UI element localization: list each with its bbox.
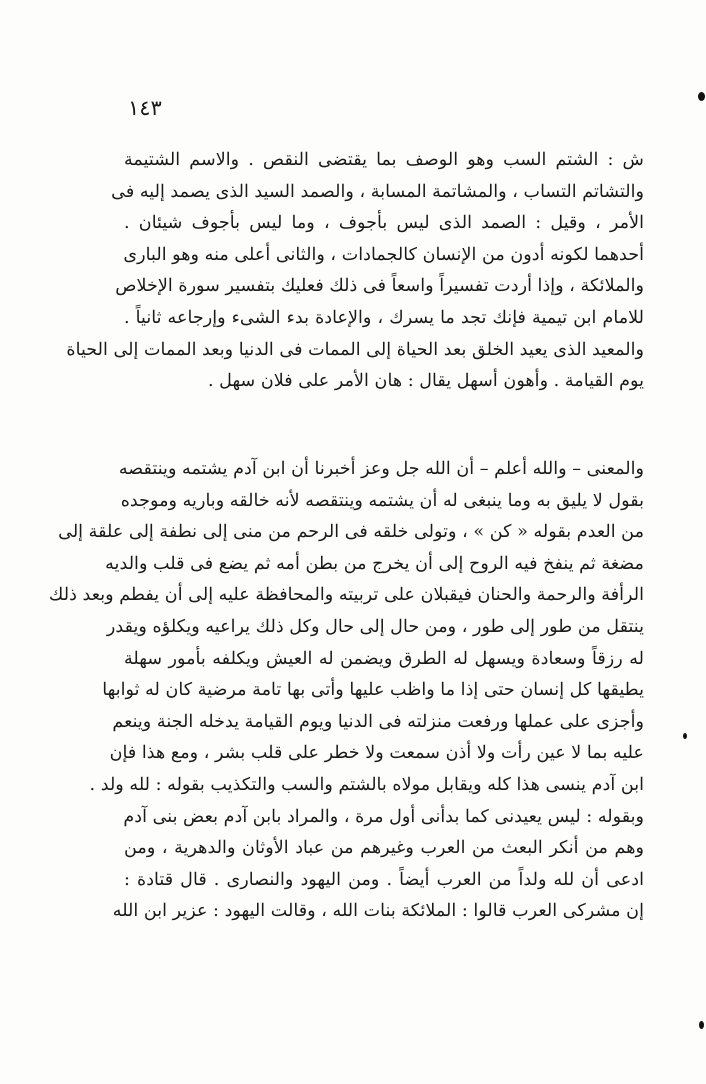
text-line: وبقوله : ليس يعيدنى كما بدأنى أول مرة ، والمراد بابن آدم بعض بنى آدم bbox=[123, 806, 644, 827]
text-line: عليه بما لا عين رأت ولا أذن سمعت ولا خطر على قلب بشر ، ومع هذا فإن bbox=[109, 743, 644, 764]
text-line: والمعنى – والله أعلم – أن الله جل وعز أخبرنا أن ابن آدم يشتمه وينتقصه bbox=[118, 459, 644, 479]
text-line: إن مشركى العرب قالوا : الملائكة بنات الله ، وقالت اليهود : عزير ابن الله bbox=[112, 901, 644, 922]
text-line: والملائكة ، وإذا أردت تفسيراً واسعاً فى ذلك فعليك بتفسير سورة الإخلاص bbox=[115, 276, 644, 297]
text-line: له رزقاً وسعادة ويسهل له الطرق ويضمن له العيش ويكلفه بأمور سهلة bbox=[124, 648, 644, 669]
text-line: للامام ابن تيمية فإنك تجد ما يسرك ، والإعادة بدء الشىء وإرجاعه ثانياً . bbox=[124, 307, 644, 328]
text-line: والمعيد الذى يعيد الخلق بعد الحياة إلى الممات فى الدنيا وبعد الممات إلى الحياة bbox=[66, 339, 644, 360]
scan-edge-mark bbox=[698, 92, 705, 101]
scan-edge-mark bbox=[683, 733, 687, 739]
text-line: بقول لا يليق به وما ينبغى له أن يشتمه وينتقصه لأنه خالقه وباريه وموجده bbox=[120, 490, 644, 511]
text-line: مضغة ثم ينفخ فيه الروح إلى أن يخرج من بطن أمه ثم يضع فى قلب والديه bbox=[105, 553, 644, 574]
text-line: ادعى أن لله ولداً من العرب أيضاً . ومن اليهود والنصارى . قال قتادة : bbox=[124, 869, 644, 890]
text-line: ابن آدم ينسى هذا كله ويقابل مولاه بالشتم والسب والتكذيب بقوله : لله ولد . bbox=[89, 774, 644, 795]
text-line: يوم القيامة . وأهون أسهل يقال : هان الأمر على فلان سهل . bbox=[207, 371, 644, 392]
text-line: الرأفة والرحمة والحنان فيقبلان على تربيته والمحافظة عليه إلى أن يفطم وبعد ذلك bbox=[48, 585, 644, 606]
text-line: الأمر ، وقيل : الصمد الذى ليس بأجوف ، وما ليس بأجوف شيئان . bbox=[124, 213, 644, 234]
scan-edge-mark bbox=[699, 1021, 704, 1029]
meaning-paragraph bbox=[48, 454, 644, 928]
page-number: ١٤٣ bbox=[128, 96, 162, 120]
text-line: وهم من أنكر البعث من العرب وغيرهم من عباد الأوثان والدهرية ، ومن bbox=[124, 838, 644, 859]
text-line: أحدهما لكونه أدون من الإنسان كالجمادات ، والثانى أعلى منه وهو البارى bbox=[123, 244, 644, 265]
commentary-paragraph bbox=[66, 145, 644, 398]
text-line: من العدم بقوله « كن » ، وتولى خلقه فى الرحم من منى إلى نطفة إلى علقة إلى bbox=[58, 522, 644, 543]
text-line: والتشاتم التساب ، والمشاتمة المسابة ، والصمد السيد الذى يصمد إليه فى bbox=[111, 181, 644, 202]
text-line: ش : الشتم السب وهو الوصف بما يقتضى النقص . والاسم الشتيمة bbox=[124, 150, 644, 170]
text-line: ينتقل من طور إلى طور ، ومن حال إلى حال وكل ذلك يراعيه ويكلؤه ويقدر bbox=[106, 616, 644, 637]
text-line: وأجزى على عملها ورفعت منزلته فى الدنيا ويوم القيامة يدخله الجنة وينعم bbox=[112, 711, 644, 732]
text-line: يطيقها كل إنسان حتى إذا ما واظب عليها وأتى بها تامة مرضية كان له ثوابها bbox=[102, 680, 644, 701]
